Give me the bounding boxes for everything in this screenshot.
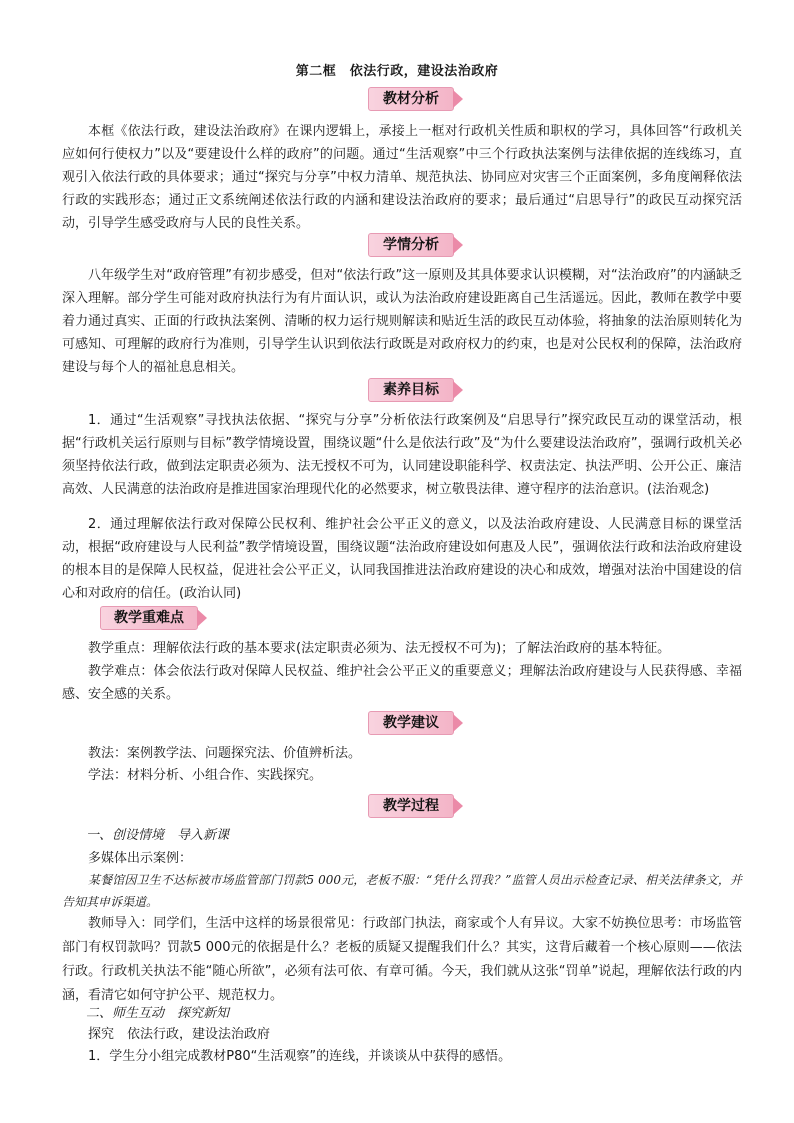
exploration-step-1: 1．学生分小组完成教材P80“生活观察”的连线，并谈谈从中获得的感悟。 bbox=[88, 1049, 512, 1064]
section-banner-teaching-process bbox=[368, 794, 454, 818]
section-banner-textbook-analysis bbox=[368, 87, 454, 111]
teaching-methods: 教法：案例教学法、问题探究法、价值辨析法。 bbox=[88, 746, 362, 761]
banner-label: 教学建议 bbox=[383, 715, 439, 731]
goal-item-2: 2．通过理解依法行政对保障公民权利、维护社会公平正义的意义，以及法治政府建设、人民满意目标的课堂活动，根据“政府建设与人民利益”教学情境设置，围绕议题“法治政府建设如何惠及人民”，强调依法行政和法治政府建设的根本目的是保障人民权益，促进社会公平正义，认同我国推进法治政府建设的决心和成效，增强对法治中国建设的信心和对政府的信任。(政治认同) bbox=[62, 517, 742, 601]
exploration-heading: 探究 依法行政，建设法治政府 bbox=[88, 1027, 271, 1042]
paragraph-student-analysis: 八年级学生对“政府管理”有初步感受，但对“依法行政”这一原则及其具体要求认识模糊，对“法治政府”的内涵缺乏深入理解。部分学生可能对政府执法行为有片面认识，或认为法治政府建设距离自己生活遥远。因此，教师在教学中要着力通过真实、正面的行政执法案例、清晰的权力运行规则解读和贴近生活的政民互动体验，将抽象的法治原则转化为可感知、可理解的政府行为准则，引导学生认识到依法行政既是对政府权力的约束，也是对公民权利的保障，法治政府建设与每个人的福祉息息相关。 bbox=[62, 268, 742, 375]
case-material: 某餐馆因卫生不达标被市场监管部门罚款5 000元，老板不服：“凭什么罚我？”监管人员出示检查记录、相关法律条文，并告知其申诉渠道。 bbox=[62, 873, 742, 909]
banner-arrow-icon bbox=[453, 381, 463, 399]
banner-label: 学情分析 bbox=[383, 237, 439, 253]
banner-arrow-icon bbox=[453, 236, 463, 254]
banner-label: 教学重难点 bbox=[114, 610, 184, 626]
banner-label: 教材分析 bbox=[383, 91, 439, 107]
banner-arrow-icon bbox=[453, 90, 463, 108]
banner-arrow-icon bbox=[453, 797, 463, 815]
process-text-line: 多媒体出示案例： bbox=[88, 851, 193, 866]
banner-arrow-icon bbox=[197, 609, 207, 627]
page-title: 第二框 依法行政，建设法治政府 bbox=[295, 64, 499, 79]
banner-arrow-icon bbox=[453, 714, 463, 732]
process-step-heading-2: 二、师生互动 探究新知 bbox=[86, 1006, 230, 1021]
banner-label: 教学过程 bbox=[383, 798, 439, 814]
key-point: 教学重点：理解依法行政的基本要求(法定职责必须为、法无授权不可为)；了解法治政府的基本特征。 bbox=[88, 641, 671, 656]
section-banner-key-difficult-points bbox=[100, 606, 198, 630]
section-banner-student-analysis bbox=[368, 233, 454, 257]
paragraph-textbook-analysis: 本框《依法行政，建设法治政府》在课内逻辑上，承接上一框对行政机关性质和职权的学习，具体回答“行政机关应如何行使权力”以及“要建设什么样的政府”的问题。通过“生活观察”中三个行政执法案例与法律依据的连线练习，直观引入依法行政的具体要求；通过“探究与分享”中权力清单、规范执法、协同应对灾害三个正面案例，多角度阐释依法行政的实践形态；通过正文系统阐述依法行政的内涵和建设法治政府的要求；最后通过“启思导行”的政民互动探究活动，引导学生感受政府与人民的良性关系。 bbox=[62, 124, 742, 231]
teacher-introduction: 教师导入：同学们，生活中这样的场景很常见：行政部门执法，商家或个人有异议。大家不妨换位思考：市场监管部门有权罚款吗？罚款5 000元的依据是什么？老板的质疑又提醒我们什么？其实，这背后藏着一个核心原则——依法行政。行政机关执法不能“随心所欲”，必须有法可依、有章可循。今天，我们就从这张“罚单”说起，理解依法行政的内涵，看清它如何守护公平、规范权力。 bbox=[62, 916, 742, 1003]
learning-methods: 学法：材料分析、小组合作、实践探究。 bbox=[88, 768, 323, 783]
process-step-heading-1: 一、创设情境 导入新课 bbox=[86, 828, 230, 843]
banner-label: 素养目标 bbox=[383, 382, 439, 398]
section-banner-teaching-suggestions bbox=[368, 711, 454, 735]
goal-item-1: 1．通过“生活观察”寻找执法依据、“探究与分享”分析依法行政案例及“启思导行”探究政民互动的课堂活动，根据“行政机关运行原则与目标”教学情境设置，围绕议题“什么是依法行政”及“为什么要建设法治政府”，强调行政机关必须坚持依法行政，做到法定职责必须为、法无授权不可为，认同建设职能科学、权责法定、执法严明、公开公正、廉洁高效、人民满意的法治政府是推进国家治理现代化的必然要求，树立敬畏法律、遵守程序的法治意识。(法治观念) bbox=[62, 413, 742, 497]
section-banner-literacy-goals bbox=[368, 378, 454, 402]
difficult-point: 教学难点：体会依法行政对保障人民权益、维护社会公平正义的重要意义；理解法治政府建设与人民获得感、幸福感、安全感的关系。 bbox=[62, 664, 742, 702]
